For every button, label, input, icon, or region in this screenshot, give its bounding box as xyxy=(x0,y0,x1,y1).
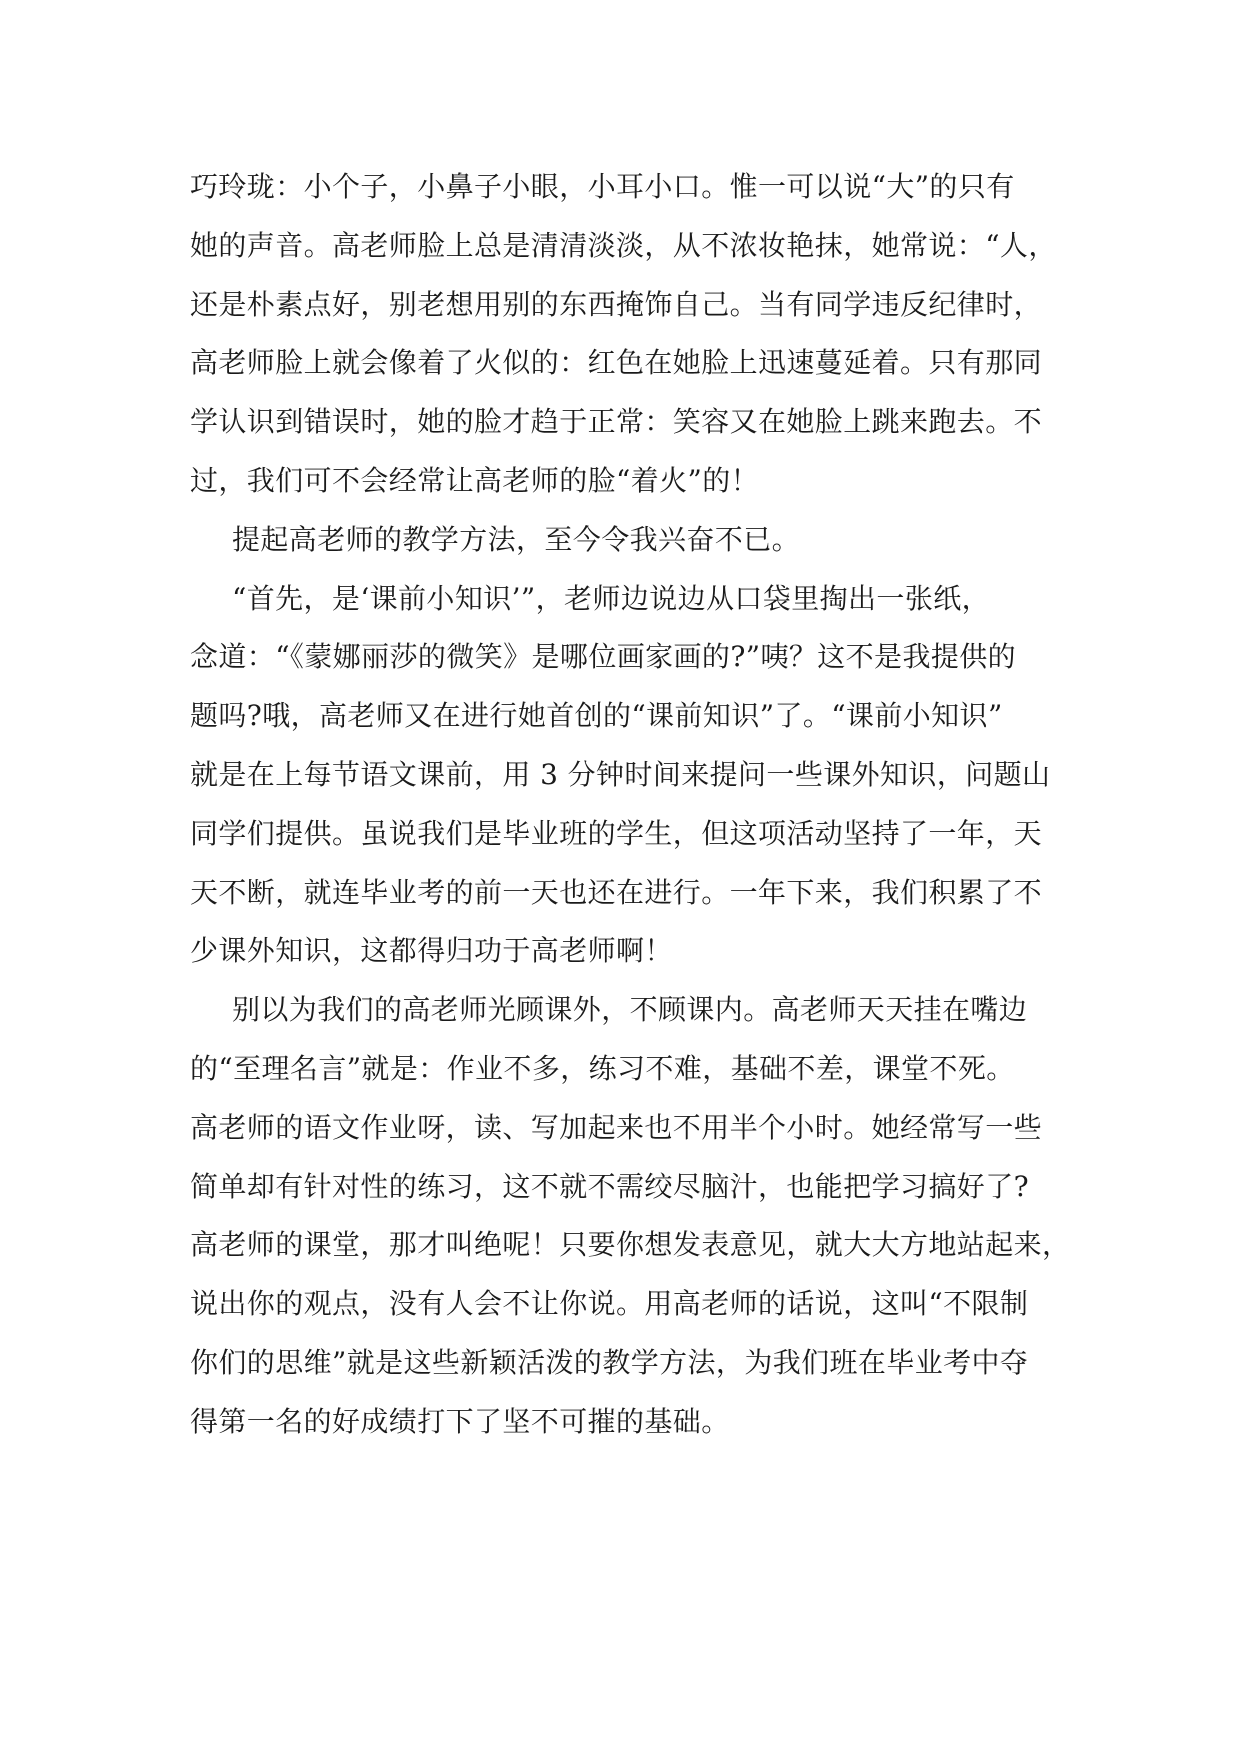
paragraph-start-line: “首先，是‘课前小知识’”，老师边说边从口袋里掏出一张纸， xyxy=(232,581,991,615)
text-line: 同学们提供。虽说我们是毕业班的学生，但这项活动坚持了一年，天 xyxy=(190,816,1043,850)
text-line: 得第一名的好成绩打下了坚不可摧的基础。 xyxy=(190,1404,730,1438)
text-line: 你们的思维”就是这些新颖活泼的教学方法，为我们班在毕业考中夺 xyxy=(190,1345,1029,1379)
text-line: 就是在上每节语文课前，用 3 分钟时间来提问一些课外知识，问题山 xyxy=(190,757,1051,791)
text-line: 说出你的观点，没有人会不让你说。用高老师的话说，这叫“不限制 xyxy=(190,1287,1029,1321)
text-line: 还是朴素点好，别老想用别的东西掩饰自己。当有同学违反纪律时， xyxy=(190,287,1043,321)
text-line: 念道：“《蒙娜丽莎的微笑》是哪位画家画的?”咦？这不是我提供的 xyxy=(190,640,1017,674)
text-line: 巧玲珑：小个子，小鼻子小眼，小耳小口。惟一可以说“大”的只有 xyxy=(190,170,1015,203)
text-line: 过，我们可不会经常让高老师的脸“着火”的！ xyxy=(190,463,760,497)
paragraph-start-line: 提起高老师的教学方法，至今令我兴奋不已。 xyxy=(232,522,801,556)
text-line: 学认识到错误时，她的脸才趋于正常：笑容又在她脸上跳来跑去。不 xyxy=(190,405,1043,439)
paragraph-start-line: 别以为我们的高老师光顾课外，不顾课内。高老师天天挂在嘴边 xyxy=(232,993,1028,1027)
text-line: 高老师的课堂，那才叫绝呢！只要你想发表意见，就大大方地站起来， xyxy=(190,1228,1071,1262)
text-line: 她的声音。高老师脸上总是清清淡淡，从不浓妆艳抹，她常说：“人， xyxy=(190,228,1057,262)
text-line: 高老师脸上就会像着了火似的：红色在她脸上迅速蔓延着。只有那同 xyxy=(190,346,1043,380)
document-body xyxy=(190,158,1071,1452)
text-line: 题吗?哦，高老师又在进行她首创的“课前知识”了。“课前小知识” xyxy=(190,699,1003,733)
text-line: 的“至理名言”就是：作业不多，练习不难，基础不差，课堂不死。 xyxy=(190,1051,1015,1085)
text-line: 天不断，就连毕业考的前一天也还在进行。一年下来，我们积累了不 xyxy=(190,875,1043,909)
text-line: 少课外知识，这都得归功于高老师啊！ xyxy=(190,934,673,968)
text-line: 高老师的语文作业呀，读、写加起来也不用半个小时。她经常写一些 xyxy=(190,1110,1043,1144)
text-line: 简单却有针对性的练习，这不就不需绞尽脑汁，也能把学习搞好了? xyxy=(190,1169,1030,1203)
